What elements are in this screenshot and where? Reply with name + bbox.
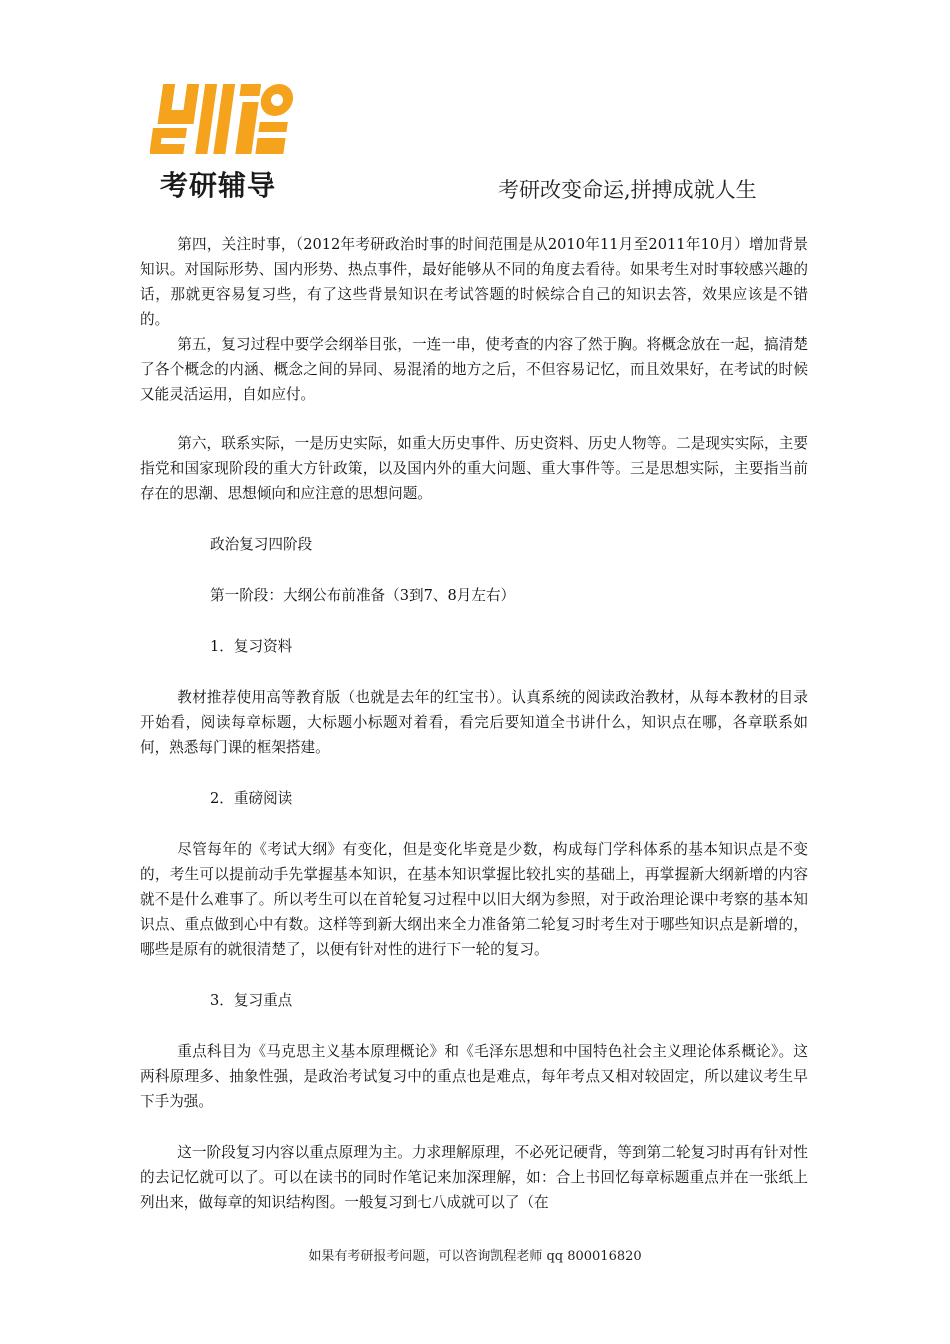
paragraph-practical: 第六，联系实际，一是历史实际，如重大历史事件、历史资料、历史人物等。二是现实实际，主要指党和国家现阶段的重大方针政策，以及国内外的重大问题、重大事件等。三是思想实际，主要指当前存在的思潮、思想倾向和应注意的思想问题。 [140,435,808,502]
slogan: 考研改变命运,拼搏成就人生 [498,178,757,202]
heading-four-stages: 政治复习四阶段 [210,536,313,553]
kaicheng-logo-mark [150,78,300,162]
paragraph-current-events: 第四，关注时事，（2012年考研政治时事的时间范围是从2010年11月至2011年10月）增加背景知识。对国际形势、国内形势、热点事件，最好能够从不同的角度去看待。如果考生对时事较感兴趣的话，那就更容易复习些，有了这些背景知识在考试答题的时候综合自己的知识去答，效果应该是不错的。 [140,236,808,328]
heading-stage-one: 第一阶段：大纲公布前准备（3到7、8月左右） [210,587,516,604]
paragraph-textbook: 教材推荐使用高等教育版（也就是去年的红宝书）。认真系统的阅读政治教材，从每本教材的目录开始看，阅读每章标题，大标题小标题对着看，看完后要知道全书讲什么，知识点在哪，各章联系如何，熟悉每门课的框架搭建。 [140,689,808,756]
paragraph-syllabus: 尽管每年的《考试大纲》有变化，但是变化毕竟是少数，构成每门学科体系的基本知识点是不变的，考生可以提前动手先掌握基本知识，在基本知识掌握比较扎实的基础上，再掌握新大纲新增的内容就不是什么难事了。所以考生可以在首轮复习过程中以旧大纲为参照，对于政治理论课中考察的基本知识点、重点做到心中有数。这样等到新大纲出来全力准备第二轮复习时考生对于哪些知识点是新增的，哪些是原有的就很清楚了，以便有针对性的进行下一轮的复习。 [140,841,808,958]
heading-review-materials: 1．复习资料 [210,638,293,655]
heading-key-reading: 2．重磅阅读 [210,790,293,807]
paragraph-key-subjects: 重点科目为《马克思主义基本原理概论》和《毛泽东思想和中国特色社会主义理论体系概论》。这两科原理多、抽象性强，是政治考试复习中的重点也是难点，每年考点又相对较固定，所以建议考生早下手为强。 [140,1043,808,1110]
logo [150,78,300,202]
logo-subtitle: 考研辅导 [160,169,277,202]
document-body [140,232,808,1215]
heading-review-focus: 3．复习重点 [210,992,293,1009]
footer-contact: 如果有考研报考问题，可以咨询凯程老师 qq 800016820 [308,1249,642,1264]
paragraph-outline-method: 第五，复习过程中要学会纲举目张，一连一串，使考查的内容了然于胸。将概念放在一起，搞清楚了各个概念的内涵、概念之间的异同、易混淆的地方之后，不但容易记忆，而且效果好，在考试的时候又能灵活运用，自如应付。 [140,336,808,403]
paragraph-stage-content: 这一阶段复习内容以重点原理为主。力求理解原理，不必死记硬背，等到第二轮复习时再有针对性的去记忆就可以了。可以在读书的同时作笔记来加深理解，如：合上书回忆每章标题重点并在一张纸上列出来，做每章的知识结构图。一般复习到七八成就可以了（在 [140,1144,808,1211]
